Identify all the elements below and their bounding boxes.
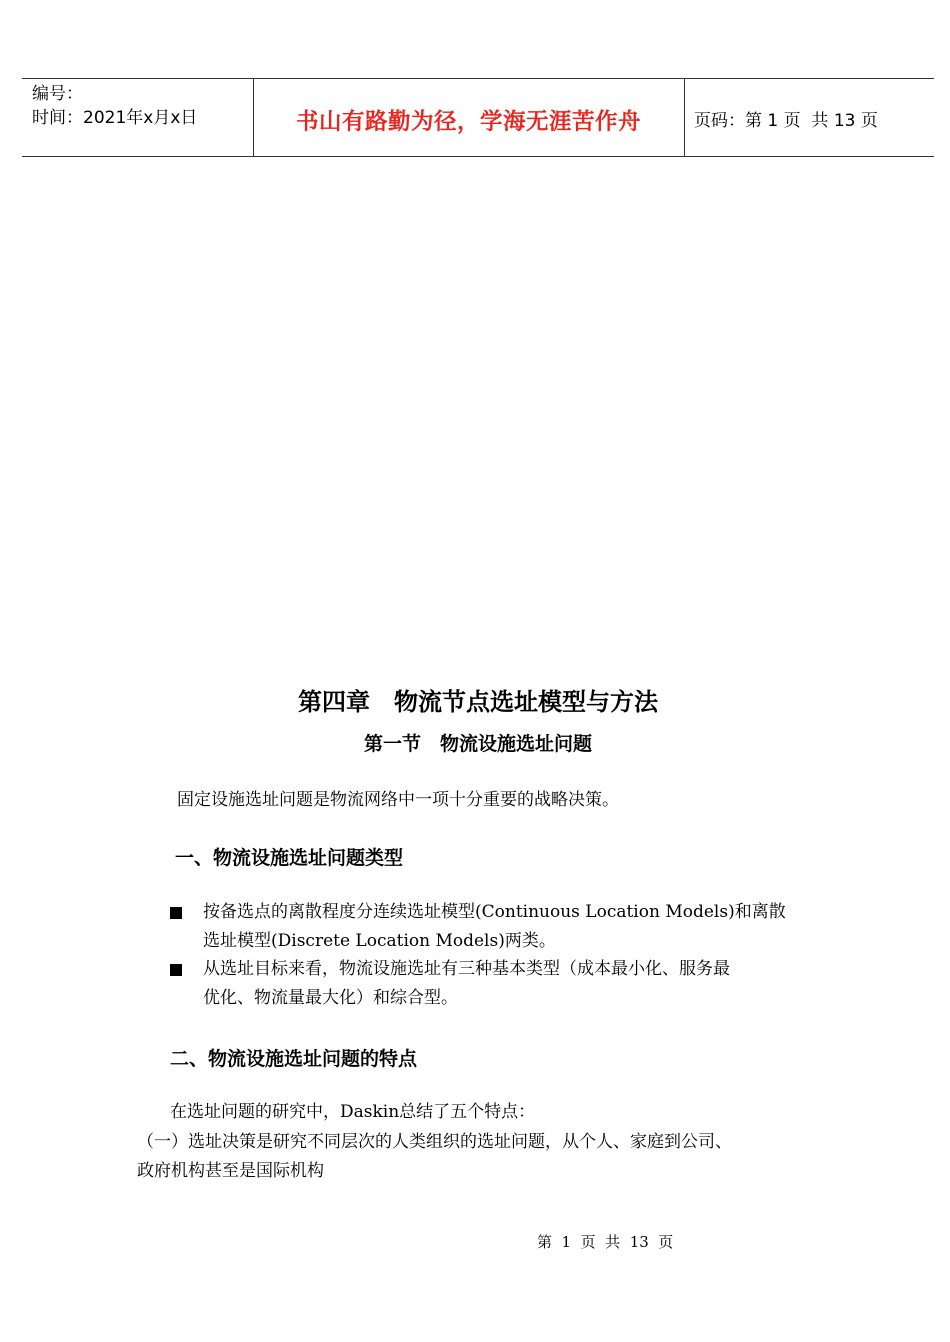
section-title: 第一节 物流设施选址问题 [363,733,592,755]
chapter-title: 第四章 物流节点选址模型与方法 [298,688,658,716]
bullet-2-line-2: 优化、物流量最大化）和综合型。 [203,988,458,1008]
bullet-marker-1 [170,907,182,919]
header-divider-right [684,78,685,156]
heading-features: 二、物流设施选址问题的特点 [170,1048,418,1070]
intro-paragraph: 固定设施选址问题是物流网络中一项十分重要的战略决策。 [177,790,619,810]
bullet-2-line-1: 从选址目标来看，物流设施选址有三种基本类型（成本最小化、服务最 [203,959,730,979]
header-bottom-rule [22,156,934,157]
heading-types: 一、物流设施选址问题类型 [175,847,404,869]
bullet-1-line-2: 选址模型(Discrete Location Models)两类。 [203,931,556,951]
header-meta [32,82,197,130]
daskin-intro-paragraph: 在选址问题的研究中，Daskin总结了五个特点： [170,1102,536,1122]
header-motto: 书山有路勤为径，学海无涯苦作舟 [295,109,641,135]
bullet-1-line-1: 按备选点的离散程度分连续选址模型(Continuous Location Models)和离散 [203,902,786,922]
point-1-line-1: （一）选址决策是研究不同层次的人类组织的选址问题，从个人、家庭到公司、 [137,1132,732,1152]
page-footer: 第 1 页 共 13 页 [537,1233,674,1251]
bullet-marker-2 [170,964,182,976]
header-top-rule [22,78,934,79]
point-1-line-2: 政府机构甚至是国际机构 [137,1161,324,1181]
header-number-label: 编号： [32,84,83,104]
header-page-info: 页码：第 1 页 共 13 页 [694,111,878,131]
header-time-label: 时间：2021年x月x日 [32,108,198,128]
